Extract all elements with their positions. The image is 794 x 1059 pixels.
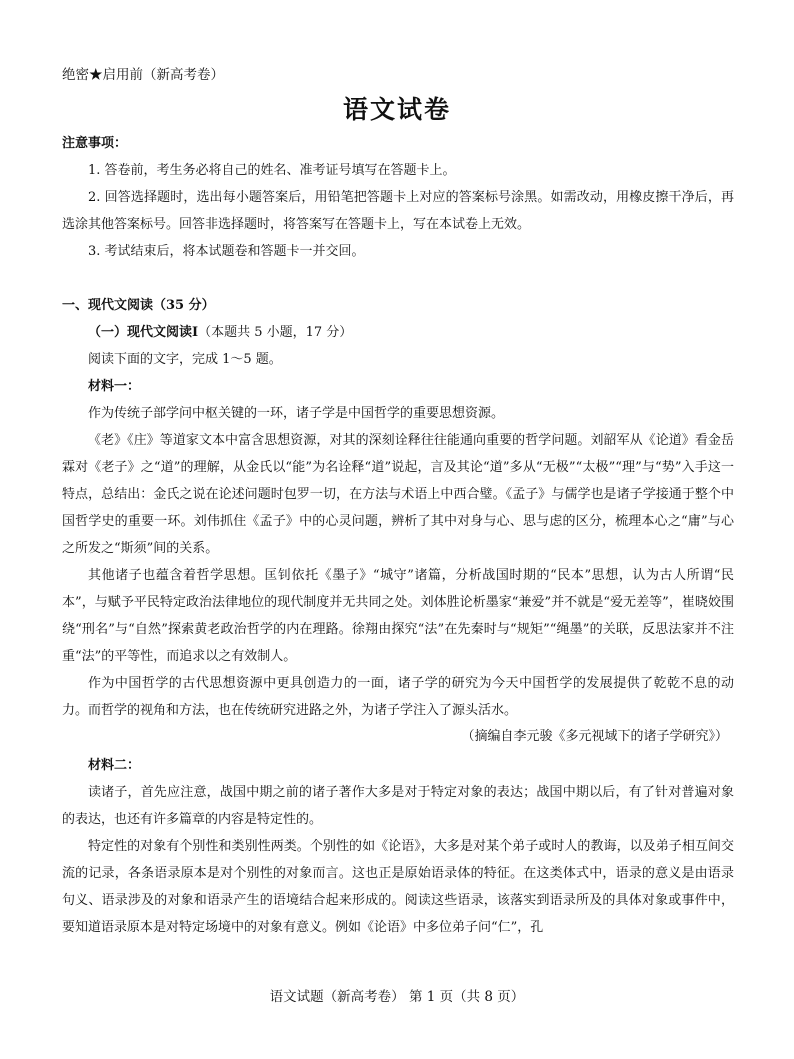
page-title: 语文试卷	[342, 95, 451, 124]
subsection-heading	[88, 324, 352, 342]
material-1-paragraph: 作为中国哲学的古代思想资源中更具创造力的一面，诸子学的研究为今天中国哲学的发展提供了乾乾不息的动力。而哲学的视角和方法，也在传统研究进路之外，为诸子学注入了源头活水。	[62, 676, 734, 718]
subsection-heading-note: （本题共 5 小题，17 分）	[198, 325, 353, 340]
notice-item-3: 3. 考试结束后，将本试题卷和答题卡一并交回。	[88, 244, 365, 259]
material-2-paragraph: 特定性的对象有个别性和类别性两类。个别性的如《论语》，大多是对某个弟子或时人的教诲，以及弟子相互间交流的记录，各条语录原本是对个别性的对象而言。这也正是原始语录体的特征。在这类体式中，语录的意义是由语录句义、语录涉及的对象和语录产生的语境结合起来形成的。阅读这些语录，该落实到语录所及的具体对象或事件中，要知道语录原本是对特定场境中的对象有意义。例如《论语》中多位弟子问“仁”，孔	[62, 839, 734, 935]
material-2-paragraph: 读诸子，首先应注意，战国中期之前的诸子著作大多是对于特定对象的表达；战国中期以后，有了针对普遍对象的表达，也还有许多篇章的内容是特定性的。	[62, 785, 734, 827]
page-footer: 语文试题（新高考卷） 第 1 页（共 8 页）	[269, 989, 525, 1005]
instruction-text: 阅读下面的文字，完成 1～5 题。	[88, 352, 282, 367]
material-1-paragraph: 《老》《庄》等道家文本中富含思想资源，对其的深刻诠释往往能通向重要的哲学问题。刘韶军从《论道》看金岳霖对《老子》之“道”的理解，从金氏以“能”为名诠释“道”说起，言及其论“道”多从“无极”“太极”“理”与“势”入手这一特点，总结出：金氏之说在论述问题时包罗一切，在方法与术语上中西合璧。《孟子》与儒学也是诸子学接通于整个中国哲学史的重要一环。刘伟抓住《孟子》中的心灵问题，辨析了其中对身与心、思与虑的区分，梳理本心之“庸”与心之所发之“斯须”间的关系。	[62, 433, 734, 556]
material-1-paragraph: 作为传统子部学问中枢关键的一环，诸子学是中国哲学的重要思想资源。	[88, 406, 505, 421]
material-2-label: 材料二：	[88, 758, 141, 773]
confidential-label: 绝密★启用前（新高考卷）	[62, 67, 224, 83]
notice-heading: 注意事项：	[62, 136, 128, 151]
subsection-heading-bold: （一）现代文阅读Ⅰ	[88, 325, 199, 340]
notice-item-2: 2. 回答选择题时，选出每小题答案后，用铅笔把答题卡上对应的答案标号涂黑。如需改动，用橡皮擦干净后，再选涂其他答案标号。回答非选择题时，将答案写在答题卡上，写在本试卷上无效。	[62, 190, 734, 232]
material-1-paragraph: 其他诸子也蕴含着哲学思想。匡钊依托《墨子》“城守”诸篇，分析战国时期的“民本”思想，认为古人所谓“民本”，与赋予平民特定政治法律地位的现代制度并无共同之处。刘体胜论析墨家“兼爱”并不就是“爱无差等”，崔晓姣围绕“刑名”与“自然”探索黄老政治哲学的内在理路。徐翔由探究“法”在先秦时与“规矩”“绳墨”的关联，反思法家并不注重“法”的平等性，而追求以之有效制人。	[62, 568, 734, 664]
material-1-source: （摘编自李元骏《多元视域下的诸子学研究》）	[461, 729, 728, 744]
section-heading: 一、现代文阅读（35 分）	[62, 298, 215, 313]
material-1-label: 材料一：	[88, 379, 141, 394]
notice-item-1: 1. 答卷前，考生务必将自己的姓名、准考证号填写在答题卡上。	[88, 163, 456, 178]
